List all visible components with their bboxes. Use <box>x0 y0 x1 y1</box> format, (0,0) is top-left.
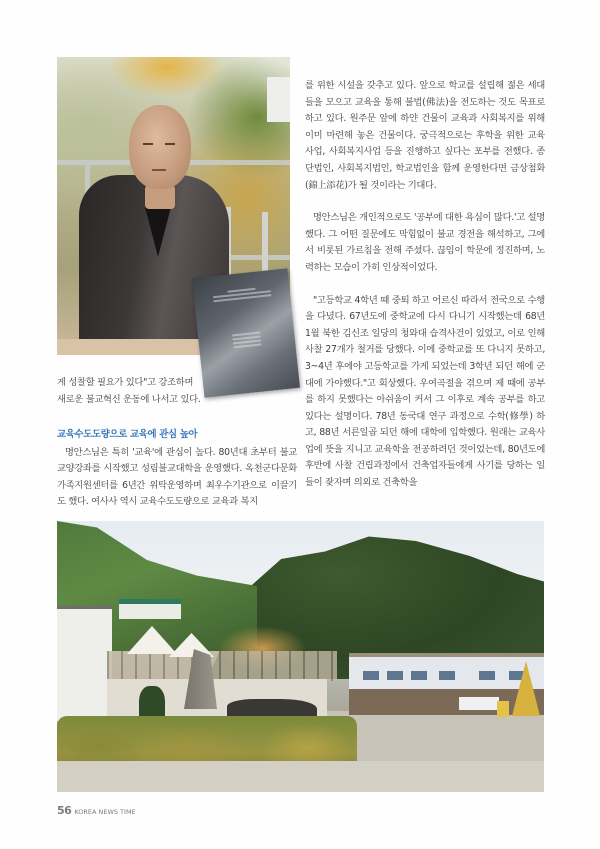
paved-road <box>57 761 544 792</box>
window <box>387 671 403 680</box>
body-paragraph: "고등학교 4학년 때 중퇴 하고 어르신 따라서 전국으로 수행을 다녔다. 67년도에 중학교에 다시 다니기 시작했는데 68년 1월 북한 김신조 일당의 청와대 습격사건이 있었고, 이로 인해 사찰 27개가 철거를 당했다. 이에 중학교를 또 다니지 못하고, 3~4년 후에야 고등학교를 가게 되었는데 3학년 되던 해에 군대에 가야했다."고 회상했다. 우여곡절을 겪으며 제 때에 공부를 하지 못했다는 아쉬움이 커서 그 이후로 계속 공부를 하고 있다는 설명이다. 78년 동국대 연구 과정으로 수학(修學) 하고, 88년 서른일곱 되던 해에 대학에 입학했다. 원래는 교육사업에 뜻을 지니고 교육학을 전공하려던 것이었는데, 80년도에 후반에 사찰 건립과정에서 건축업자들에게 사기를 당하는 일들이 잦자며 의외로 건축학을 <box>305 294 545 489</box>
magazine-name: KOREA NEWS TIME <box>74 808 136 816</box>
school-building <box>349 653 544 711</box>
body-paragraph: 를 위한 시설을 갖추고 있다. 앞으로 학교를 설립해 젊은 세대들을 모으고 교육을 통해 불법(佛法)을 전도하는 것도 목표로 하고 있다. 원주문 앞에 하얀 건물이 교육과 사회복지를 위해 이미 마련해 놓은 건물이다. 궁극적으로는 후학을 위한 교육 사업, 사회복지사업 등을 진행하고 싶다는 포부를 전했다. 종단법인, 사회복지법인, 학교법인을 함께 운영한다면 금상첨화(錦上添花)가 될 것이라는 기대다. <box>305 80 545 191</box>
green-roof-pavilion <box>119 599 181 619</box>
monk-head <box>129 105 191 189</box>
right-column <box>305 78 545 492</box>
page-footer <box>57 804 136 818</box>
section-heading: 교육수도도량으로 교육에 관심 높아 <box>57 429 198 440</box>
mouth <box>152 169 166 171</box>
window <box>479 671 495 680</box>
body-text-line: 새로운 불교혁신 운동에 나서고 있다. <box>57 393 201 405</box>
window <box>363 671 379 680</box>
window <box>439 671 455 680</box>
banner-sign <box>459 697 499 710</box>
page-number: 56 <box>57 804 72 817</box>
left-column-caption <box>57 375 235 408</box>
left-building <box>57 606 112 721</box>
scaffolding <box>107 651 337 681</box>
eye <box>143 143 153 145</box>
railing-post <box>262 212 268 272</box>
yellow-bin <box>497 701 509 717</box>
body-paragraph: 명안스님은 특히 '교육'에 관심이 높다. 80년대 초부터 불교교양강좌를 시작했고 성림불교대학을 운영했다. 옥천군다문화가족지원센터를 6년간 위탁운영하며 최우수기관으로 이끌기도 했다. 여사사 역시 교육수도도량으로 교육과 복지 <box>57 446 297 508</box>
background-building <box>267 77 290 122</box>
temple-grounds-photo <box>57 521 544 792</box>
eye <box>165 143 175 145</box>
book-text-line <box>233 343 262 348</box>
body-text-line: 게 성찰할 필요가 있다"고 강조하며 <box>57 377 194 388</box>
window <box>411 671 427 680</box>
body-paragraph: 명안스님은 개인적으로도 '공부에 대한 욕심이 많다.'고 설명했다. 그 어떤 질문에도 막힘없이 불교 경전을 해석하고, 그에서 비롯된 가르침을 전해 주셨다. 끊임이 학문에 정진하며, 노력하는 모습이 가히 인상적이었다. <box>305 212 545 273</box>
left-column-section <box>57 427 297 511</box>
